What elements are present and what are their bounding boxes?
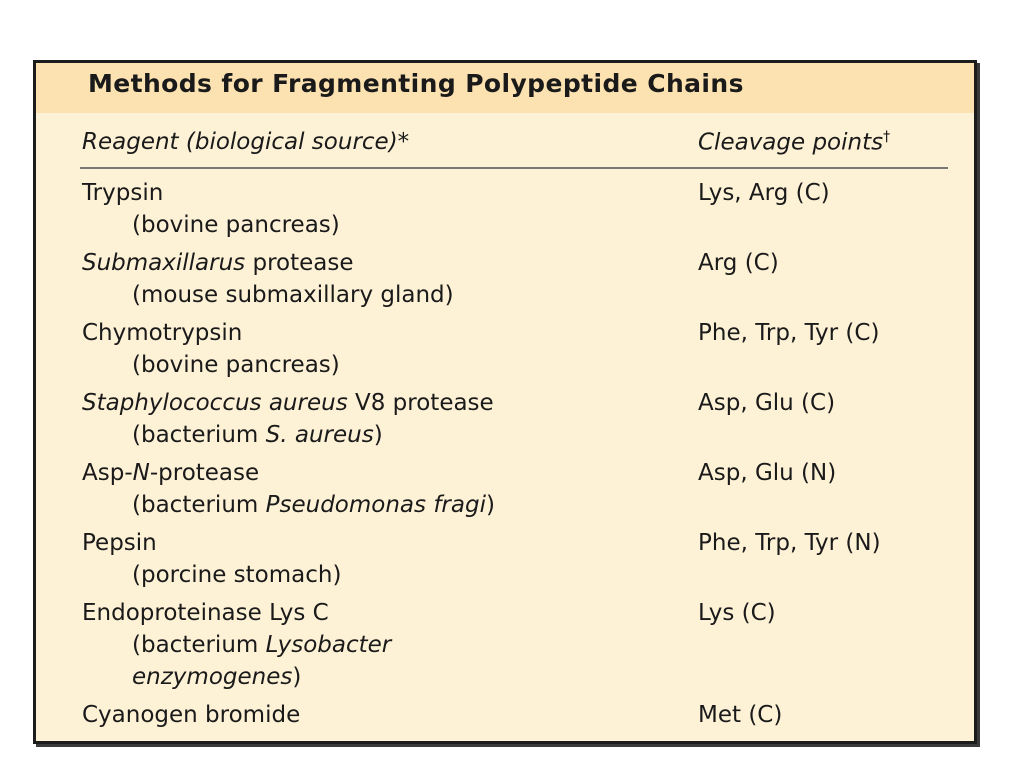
text-segment: ) — [292, 664, 302, 690]
text-segment: Asp- — [82, 460, 133, 486]
reagent-source — [82, 349, 642, 381]
reagent-cell — [82, 527, 642, 591]
reagent-source — [82, 661, 642, 693]
table-row — [36, 247, 974, 311]
text-segment: Staphylococcus aureus — [82, 390, 348, 416]
reagent-cell — [82, 317, 642, 381]
table-body — [36, 177, 974, 737]
cleavage-cell: Asp, Glu (C) — [698, 390, 836, 416]
text-segment: (porcine stomach) — [132, 562, 342, 588]
text-segment: ) — [373, 422, 383, 448]
table-row — [36, 387, 974, 451]
text-segment: protease — [245, 250, 354, 276]
table-row — [36, 317, 974, 381]
table-row — [36, 177, 974, 241]
text-segment: Endoproteinase Lys C — [82, 600, 329, 626]
cleavage-cell: Lys, Arg (C) — [698, 180, 830, 206]
text-segment: V8 protease — [347, 390, 494, 416]
text-segment: Lysobacter — [265, 632, 392, 658]
text-segment: (mouse submaxillary gland) — [132, 282, 454, 308]
cleavage-cell: Phe, Trp, Tyr (C) — [698, 320, 880, 346]
table-row — [36, 457, 974, 521]
text-segment: (bacterium — [132, 492, 266, 518]
reagent-name — [82, 177, 642, 209]
fragmentation-methods-table — [33, 60, 977, 744]
text-segment: Submaxillarus — [82, 250, 246, 276]
reagent-source — [82, 559, 642, 591]
table-row — [36, 527, 974, 591]
text-segment: enzymogenes — [132, 664, 293, 690]
reagent-name — [82, 699, 642, 731]
reagent-source — [82, 629, 642, 661]
text-segment: (bovine pancreas) — [132, 212, 340, 238]
text-segment: ) — [485, 492, 495, 518]
cleavage-cell: Lys (C) — [698, 600, 776, 626]
text-segment: Pseudomonas fragi — [265, 492, 486, 518]
text-segment: (bovine pancreas) — [132, 352, 340, 378]
text-segment: N — [132, 460, 150, 486]
reagent-header-label: Reagent (biological source)* — [82, 129, 410, 155]
reagent-source — [82, 209, 642, 241]
reagent-source — [82, 279, 642, 311]
cleavage-header-label: Cleavage points — [698, 129, 884, 156]
reagent-source — [82, 419, 642, 451]
row-spacer — [36, 731, 974, 737]
reagent-cell — [82, 247, 642, 311]
cleavage-cell: Met (C) — [698, 702, 783, 728]
cleavage-cell: Phe, Trp, Tyr (N) — [698, 530, 881, 556]
cleavage-column-header — [698, 129, 890, 156]
table-title-bar — [36, 63, 974, 113]
reagent-name — [82, 317, 642, 349]
reagent-cell — [82, 177, 642, 241]
reagent-cell — [82, 597, 642, 693]
reagent-cell — [82, 387, 642, 451]
reagent-cell — [82, 457, 642, 521]
text-segment: (bacterium — [132, 422, 266, 448]
text-segment: Cyanogen bromide — [82, 702, 301, 728]
table-title: Methods for Fragmenting Polypeptide Chains — [88, 69, 744, 98]
header-divider — [80, 167, 948, 169]
reagent-column-header — [82, 129, 409, 155]
reagent-cell — [82, 699, 642, 731]
cleavage-cell: Asp, Glu (N) — [698, 460, 837, 486]
reagent-source — [82, 489, 642, 521]
reagent-name — [82, 387, 642, 419]
dagger-footnote-mark: † — [883, 129, 891, 145]
cleavage-cell: Arg (C) — [698, 250, 779, 276]
text-segment: Chymotrypsin — [82, 320, 243, 346]
text-segment: (bacterium — [132, 632, 266, 658]
text-segment: -protease — [149, 460, 260, 486]
table-row — [36, 699, 974, 731]
reagent-name — [82, 247, 642, 279]
text-segment: S. aureus — [265, 422, 374, 448]
reagent-name — [82, 597, 642, 629]
reagent-name — [82, 527, 642, 559]
table-row — [36, 597, 974, 693]
reagent-name — [82, 457, 642, 489]
text-segment: Pepsin — [82, 530, 157, 556]
text-segment: Trypsin — [82, 180, 164, 206]
